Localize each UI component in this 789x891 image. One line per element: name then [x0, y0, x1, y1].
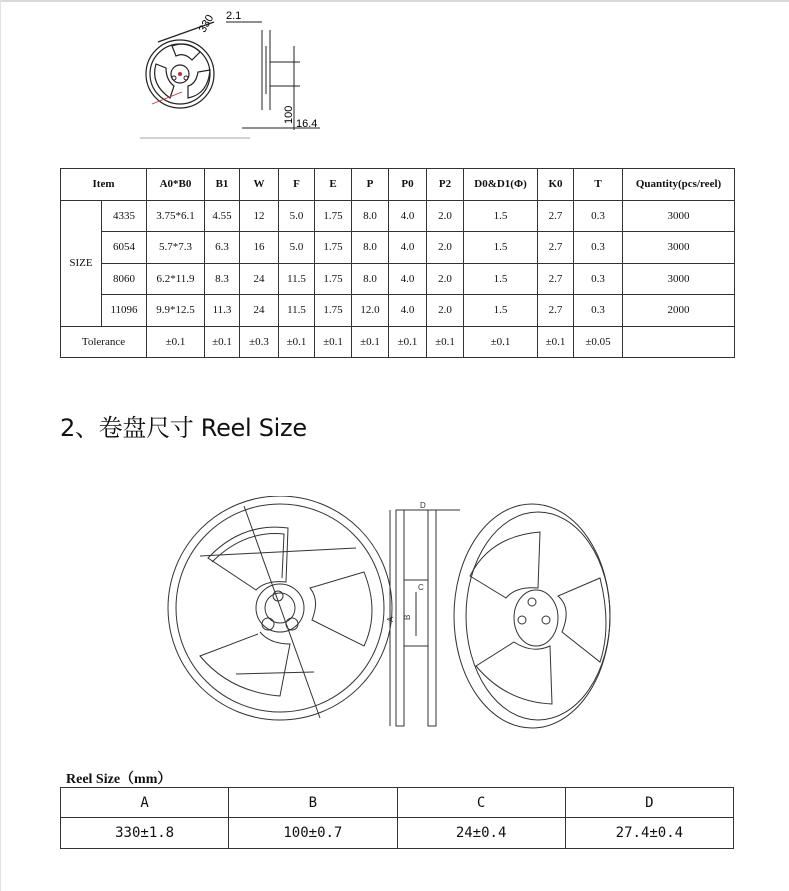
- table-row: [61, 263, 735, 295]
- table-cell: 24: [240, 295, 279, 327]
- table-cell: 2.7: [538, 295, 574, 327]
- dim-diameter: 330: [196, 12, 217, 35]
- side-label-a: A: [386, 616, 395, 622]
- table-cell: 1.5: [464, 200, 538, 232]
- table-cell: 1.75: [315, 263, 352, 295]
- table-cell: 1.5: [464, 263, 538, 295]
- table-cell: 12.0: [352, 295, 389, 327]
- table-row: [61, 200, 735, 232]
- table-cell: 6.3: [205, 232, 240, 264]
- header-k0: K0: [538, 169, 574, 201]
- size-cell: 11096: [102, 295, 147, 327]
- table-cell: 5.0: [279, 200, 315, 232]
- page-top-border: [0, 0, 789, 2]
- header-f: F: [279, 169, 315, 201]
- table-cell: 0.3: [574, 263, 623, 295]
- tolerance-cell: ±0.1: [352, 326, 389, 358]
- header-p: P: [352, 169, 389, 201]
- tolerance-cell: ±0.05: [574, 326, 623, 358]
- header-a0b0: A0*B0: [147, 169, 205, 201]
- table-cell: 0.3: [574, 232, 623, 264]
- reel-value-c: 24±0.4: [397, 818, 565, 849]
- table-cell: 1.5: [464, 232, 538, 264]
- size-group-label: SIZE: [61, 200, 102, 326]
- header-d0d1: D0&D1(Φ): [464, 169, 538, 201]
- table-cell: 0.3: [574, 295, 623, 327]
- reel-header-d: D: [565, 788, 733, 818]
- spec-header-row: [61, 169, 735, 201]
- tolerance-cell: ±0.1: [205, 326, 240, 358]
- table-cell: 3.75*6.1: [147, 200, 205, 232]
- table-cell: 1.75: [315, 295, 352, 327]
- header-b1: B1: [205, 169, 240, 201]
- table-cell: 11.3: [205, 295, 240, 327]
- tolerance-cell: [623, 326, 735, 358]
- tolerance-cell: ±0.1: [315, 326, 352, 358]
- header-w: W: [240, 169, 279, 201]
- dim-hub-diameter: 100: [283, 105, 295, 124]
- table-cell: 2.0: [427, 263, 464, 295]
- table-row: [61, 295, 735, 327]
- table-cell: 1.75: [315, 200, 352, 232]
- table-cell: 1.5: [464, 295, 538, 327]
- reel-value-row: [61, 818, 734, 849]
- table-cell: 2000: [623, 295, 735, 327]
- table-cell: 1.75: [315, 232, 352, 264]
- size-cell: 4335: [102, 200, 147, 232]
- header-p0: P0: [389, 169, 427, 201]
- size-cell: 6054: [102, 232, 147, 264]
- header-quantity: Quantity(pcs/reel): [623, 169, 735, 201]
- tolerance-cell: ±0.3: [240, 326, 279, 358]
- table-cell: 2.0: [427, 200, 464, 232]
- table-cell: 8.0: [352, 263, 389, 295]
- section-title: 2、卷盘尺寸 Reel Size: [60, 414, 307, 442]
- header-p2: P2: [427, 169, 464, 201]
- tolerance-cell: ±0.1: [147, 326, 205, 358]
- table-cell: 4.0: [389, 200, 427, 232]
- tolerance-cell: ±0.1: [538, 326, 574, 358]
- tolerance-cell: ±0.1: [279, 326, 315, 358]
- table-row: [61, 232, 735, 264]
- table-cell: 4.0: [389, 295, 427, 327]
- reel-header-b: B: [229, 788, 397, 818]
- reel-size-table: [60, 787, 734, 849]
- table-cell: 16: [240, 232, 279, 264]
- carrier-tape-spec-table: [60, 168, 735, 358]
- reel-value-b: 100±0.7: [229, 818, 397, 849]
- table-cell: 2.0: [427, 232, 464, 264]
- table-cell: 9.9*12.5: [147, 295, 205, 327]
- reel-drawing: [160, 496, 620, 746]
- tolerance-cell: ±0.1: [427, 326, 464, 358]
- tolerance-row: [61, 326, 735, 358]
- size-cell: 8060: [102, 263, 147, 295]
- table-cell: 4.0: [389, 232, 427, 264]
- page-left-border: [0, 0, 1, 891]
- reel-header-a: A: [61, 788, 229, 818]
- side-label-c: C: [418, 583, 424, 592]
- tolerance-label: Tolerance: [61, 326, 147, 358]
- small-reel-drawing: [130, 6, 330, 141]
- table-cell: 0.3: [574, 200, 623, 232]
- table-cell: 4.0: [389, 263, 427, 295]
- table-cell: 3000: [623, 200, 735, 232]
- table-cell: 5.0: [279, 232, 315, 264]
- table-cell: 4.55: [205, 200, 240, 232]
- tolerance-cell: ±0.1: [389, 326, 427, 358]
- table-cell: 5.7*7.3: [147, 232, 205, 264]
- table-cell: 2.7: [538, 200, 574, 232]
- header-item: Item: [61, 169, 147, 201]
- table-cell: 2.7: [538, 263, 574, 295]
- table-cell: 8.3: [205, 263, 240, 295]
- table-cell: 2.7: [538, 232, 574, 264]
- table-cell: 2.0: [427, 295, 464, 327]
- reel-size-title: Reel Size（mm）: [66, 772, 172, 787]
- table-cell: 11.5: [279, 263, 315, 295]
- table-cell: 11.5: [279, 295, 315, 327]
- dim-flange-thickness: 2.1: [226, 10, 242, 22]
- table-cell: 6.2*11.9: [147, 263, 205, 295]
- reel-header-c: C: [397, 788, 565, 818]
- reel-header-row: [61, 788, 734, 818]
- table-cell: 3000: [623, 232, 735, 264]
- side-label-b: B: [403, 614, 412, 620]
- header-t: T: [574, 169, 623, 201]
- table-cell: 8.0: [352, 232, 389, 264]
- table-cell: 24: [240, 263, 279, 295]
- tolerance-cell: ±0.1: [464, 326, 538, 358]
- table-cell: 3000: [623, 263, 735, 295]
- reel-value-a: 330±1.8: [61, 818, 229, 849]
- reel-value-d: 27.4±0.4: [565, 818, 733, 849]
- side-label-d: D: [420, 501, 426, 510]
- header-e: E: [315, 169, 352, 201]
- table-cell: 8.0: [352, 200, 389, 232]
- dim-width: 16.4: [296, 118, 318, 130]
- table-cell: 12: [240, 200, 279, 232]
